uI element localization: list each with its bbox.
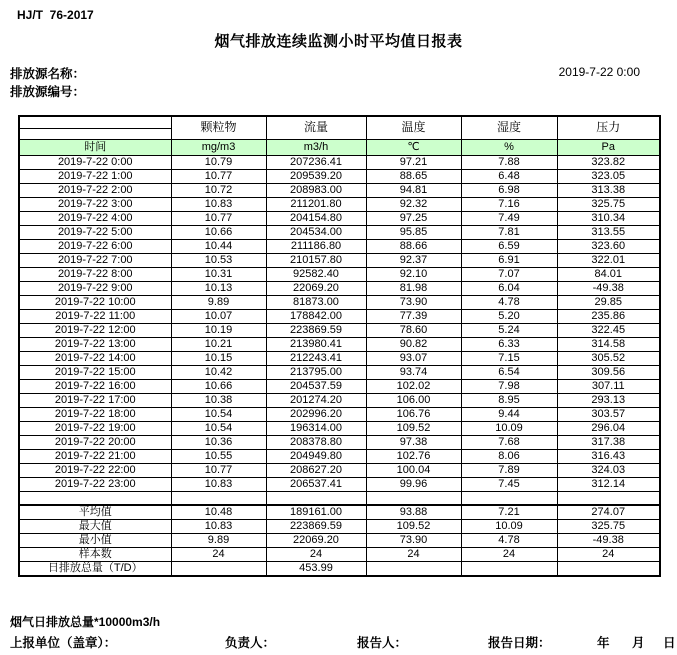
page-title: 烟气排放连续监测小时平均值日报表	[214, 33, 463, 50]
row-label-cell: 样本数	[19, 548, 171, 562]
value-cell: 293.13	[557, 393, 660, 407]
value-cell: 8.95	[461, 393, 557, 407]
table-row	[19, 323, 660, 337]
value-cell: 178842.00	[266, 309, 366, 323]
units-row	[19, 139, 660, 155]
value-cell: 325.75	[557, 520, 660, 534]
table-row	[19, 295, 660, 309]
row-label-cell: 2019-7-22 19:00	[19, 421, 171, 435]
value-cell: 211186.80	[266, 239, 366, 253]
value-cell: 296.04	[557, 421, 660, 435]
value-cell: 201274.20	[266, 393, 366, 407]
value-cell: 92.37	[366, 253, 461, 267]
value-cell: 213795.00	[266, 365, 366, 379]
header-rows	[19, 116, 660, 155]
value-cell: 313.55	[557, 225, 660, 239]
responsible-person-label: 负责人：	[225, 636, 276, 650]
time-header-upper-cell	[19, 116, 171, 128]
report-date-label: 报告日期：	[488, 636, 551, 650]
table-row	[19, 309, 660, 323]
value-cell: 4.78	[461, 295, 557, 309]
value-cell: 10.77	[171, 169, 266, 183]
spacer-cell	[461, 491, 557, 505]
value-cell: 235.86	[557, 309, 660, 323]
row-label-cell: 2019-7-22 7:00	[19, 253, 171, 267]
row-label-cell: 2019-7-22 15:00	[19, 365, 171, 379]
value-cell: 10.55	[171, 449, 266, 463]
value-cell: 10.31	[171, 267, 266, 281]
value-cell: 303.57	[557, 407, 660, 421]
unit-humidity: %	[461, 139, 557, 155]
row-label-cell: 2019-7-22 18:00	[19, 407, 171, 421]
total-emission-note: 烟气日排放总量*10000m3/h	[10, 615, 161, 629]
value-cell: 309.56	[557, 365, 660, 379]
value-cell: 206537.41	[266, 477, 366, 491]
value-cell: 81.98	[366, 281, 461, 295]
value-cell: 314.58	[557, 337, 660, 351]
row-label-cell: 2019-7-22 14:00	[19, 351, 171, 365]
value-cell: 202996.20	[266, 407, 366, 421]
row-label-cell: 日排放总量（T/D）	[19, 562, 171, 577]
value-cell: 223869.59	[266, 323, 366, 337]
year-label: 年	[597, 636, 610, 650]
spacer-cell	[171, 491, 266, 505]
unit-particulate: mg/m3	[171, 139, 266, 155]
value-cell: 106.76	[366, 407, 461, 421]
value-cell: 73.90	[366, 295, 461, 309]
value-cell: 22069.20	[266, 281, 366, 295]
value-cell: 204154.80	[266, 211, 366, 225]
row-label-cell: 2019-7-22 22:00	[19, 463, 171, 477]
time-header-label: 时间	[19, 139, 171, 155]
col-header-flow: 流量	[266, 116, 366, 139]
value-cell: 6.54	[461, 365, 557, 379]
row-label-cell: 2019-7-22 16:00	[19, 379, 171, 393]
value-cell: 305.52	[557, 351, 660, 365]
data-rows	[19, 155, 660, 491]
value-cell: 204949.80	[266, 449, 366, 463]
table-row	[19, 281, 660, 295]
value-cell: 93.07	[366, 351, 461, 365]
row-label-cell: 2019-7-22 4:00	[19, 211, 171, 225]
value-cell: 196314.00	[266, 421, 366, 435]
unit-flow: m3/h	[266, 139, 366, 155]
report-datetime: 2019-7-22 0:00	[558, 65, 640, 79]
value-cell: 92.32	[366, 197, 461, 211]
spacer-cell	[266, 491, 366, 505]
value-cell: 22069.20	[266, 534, 366, 548]
value-cell: 10.77	[171, 211, 266, 225]
row-label-cell: 2019-7-22 5:00	[19, 225, 171, 239]
table-row	[19, 183, 660, 197]
spacer-cell	[557, 491, 660, 505]
row-label-cell: 2019-7-22 17:00	[19, 393, 171, 407]
value-cell: 10.77	[171, 463, 266, 477]
table-row	[19, 379, 660, 393]
value-cell: 73.90	[366, 534, 461, 548]
value-cell: 212243.41	[266, 351, 366, 365]
value-cell: 7.21	[461, 505, 557, 520]
row-label-cell: 2019-7-22 1:00	[19, 169, 171, 183]
value-cell: 9.89	[171, 295, 266, 309]
value-cell: 10.44	[171, 239, 266, 253]
unit-pressure: Pa	[557, 139, 660, 155]
value-cell: 316.43	[557, 449, 660, 463]
col-header-pressure: 压力	[557, 116, 660, 139]
value-cell: 6.33	[461, 337, 557, 351]
monitoring-table	[18, 115, 661, 577]
value-cell: 10.83	[171, 477, 266, 491]
value-cell: 7.68	[461, 435, 557, 449]
value-cell: 10.21	[171, 337, 266, 351]
table-row	[19, 463, 660, 477]
row-label-cell: 2019-7-22 2:00	[19, 183, 171, 197]
value-cell: 10.54	[171, 407, 266, 421]
row-label-cell: 2019-7-22 11:00	[19, 309, 171, 323]
row-label-cell: 最小值	[19, 534, 171, 548]
standard-code: HJ/T 76-2017	[17, 8, 94, 22]
value-cell: 323.05	[557, 169, 660, 183]
table-row	[19, 197, 660, 211]
value-cell: 7.45	[461, 477, 557, 491]
row-label-cell: 2019-7-22 20:00	[19, 435, 171, 449]
value-cell: 97.21	[366, 155, 461, 169]
table-row	[19, 337, 660, 351]
value-cell: 10.42	[171, 365, 266, 379]
value-cell: 312.14	[557, 477, 660, 491]
value-cell: 88.65	[366, 169, 461, 183]
table-row	[19, 435, 660, 449]
value-cell: 10.09	[461, 520, 557, 534]
reporter-label: 报告人：	[357, 636, 408, 650]
day-label: 日	[663, 636, 676, 650]
unit-temperature: ℃	[366, 139, 461, 155]
value-cell: 95.85	[366, 225, 461, 239]
value-cell: 322.01	[557, 253, 660, 267]
value-cell: 10.09	[461, 421, 557, 435]
value-cell: 81873.00	[266, 295, 366, 309]
row-label-cell: 平均值	[19, 505, 171, 520]
value-cell: 208983.00	[266, 183, 366, 197]
value-cell: 109.52	[366, 520, 461, 534]
signature-line	[0, 633, 677, 651]
value-cell: 102.02	[366, 379, 461, 393]
value-cell: 5.20	[461, 309, 557, 323]
value-cell: 78.60	[366, 323, 461, 337]
row-label-cell: 2019-7-22 23:00	[19, 477, 171, 491]
value-cell: 97.25	[366, 211, 461, 225]
value-cell: 208627.20	[266, 463, 366, 477]
value-cell: 213980.41	[266, 337, 366, 351]
summary-row	[19, 505, 660, 520]
value-cell: -49.38	[557, 281, 660, 295]
value-cell: 109.52	[366, 421, 461, 435]
value-cell: 10.13	[171, 281, 266, 295]
value-cell: 7.81	[461, 225, 557, 239]
time-header-lower-cell	[19, 128, 171, 139]
value-cell: 209539.20	[266, 169, 366, 183]
table-row	[19, 253, 660, 267]
col-header-temperature: 温度	[366, 116, 461, 139]
value-cell: 10.15	[171, 351, 266, 365]
value-cell: 93.74	[366, 365, 461, 379]
source-name-label: 排放源名称：	[10, 67, 86, 81]
month-label: 月	[632, 636, 645, 650]
value-cell: 92.10	[366, 267, 461, 281]
value-cell: 10.66	[171, 379, 266, 393]
value-cell: 5.24	[461, 323, 557, 337]
value-cell: 6.98	[461, 183, 557, 197]
value-cell: 317.38	[557, 435, 660, 449]
value-cell: 211201.80	[266, 197, 366, 211]
value-cell: 24	[266, 548, 366, 562]
summary-row	[19, 562, 660, 577]
value-cell: 9.44	[461, 407, 557, 421]
row-label-cell: 2019-7-22 3:00	[19, 197, 171, 211]
value-cell: 6.48	[461, 169, 557, 183]
value-cell: 10.48	[171, 505, 266, 520]
row-label-cell: 2019-7-22 8:00	[19, 267, 171, 281]
value-cell: 10.38	[171, 393, 266, 407]
value-cell	[557, 562, 660, 577]
value-cell: 10.19	[171, 323, 266, 337]
spacer-row	[19, 491, 660, 505]
value-cell: 307.11	[557, 379, 660, 393]
value-cell: 10.36	[171, 435, 266, 449]
value-cell: 94.81	[366, 183, 461, 197]
row-label-cell: 2019-7-22 13:00	[19, 337, 171, 351]
value-cell: 90.82	[366, 337, 461, 351]
value-cell: 10.83	[171, 520, 266, 534]
value-cell	[461, 562, 557, 577]
value-cell: 210157.80	[266, 253, 366, 267]
value-cell: 453.99	[266, 562, 366, 577]
value-cell: 7.89	[461, 463, 557, 477]
value-cell	[171, 562, 266, 577]
value-cell: 322.45	[557, 323, 660, 337]
value-cell: 207236.41	[266, 155, 366, 169]
value-cell: 24	[461, 548, 557, 562]
value-cell: 6.04	[461, 281, 557, 295]
col-header-particulate: 颗粒物	[171, 116, 266, 139]
value-cell: 313.38	[557, 183, 660, 197]
value-cell: 24	[366, 548, 461, 562]
value-cell: 10.83	[171, 197, 266, 211]
table-row	[19, 169, 660, 183]
row-label-cell: 2019-7-22 10:00	[19, 295, 171, 309]
value-cell: 7.88	[461, 155, 557, 169]
value-cell: 10.72	[171, 183, 266, 197]
row-label-cell: 最大值	[19, 520, 171, 534]
table-row	[19, 225, 660, 239]
row-label-cell: 2019-7-22 12:00	[19, 323, 171, 337]
table-row	[19, 239, 660, 253]
value-cell: 8.06	[461, 449, 557, 463]
value-cell: 106.00	[366, 393, 461, 407]
value-cell: 29.85	[557, 295, 660, 309]
source-id-label: 排放源编号：	[10, 85, 86, 99]
value-cell: 77.39	[366, 309, 461, 323]
summary-row	[19, 548, 660, 562]
value-cell: -49.38	[557, 534, 660, 548]
row-label-cell: 2019-7-22 9:00	[19, 281, 171, 295]
value-cell: 208378.80	[266, 435, 366, 449]
spacer-cell	[366, 491, 461, 505]
header-row-top	[19, 116, 660, 128]
value-cell: 93.88	[366, 505, 461, 520]
value-cell: 274.07	[557, 505, 660, 520]
value-cell: 102.76	[366, 449, 461, 463]
value-cell: 10.07	[171, 309, 266, 323]
table-row	[19, 477, 660, 491]
row-label-cell: 2019-7-22 6:00	[19, 239, 171, 253]
value-cell: 6.91	[461, 253, 557, 267]
value-cell: 24	[171, 548, 266, 562]
value-cell: 6.59	[461, 239, 557, 253]
value-cell: 4.78	[461, 534, 557, 548]
table-row	[19, 365, 660, 379]
value-cell: 189161.00	[266, 505, 366, 520]
value-cell: 84.01	[557, 267, 660, 281]
value-cell: 9.89	[171, 534, 266, 548]
value-cell: 204534.00	[266, 225, 366, 239]
table-row	[19, 393, 660, 407]
table-row	[19, 449, 660, 463]
col-header-humidity: 湿度	[461, 116, 557, 139]
row-label-cell: 2019-7-22 0:00	[19, 155, 171, 169]
value-cell: 10.79	[171, 155, 266, 169]
value-cell: 92582.40	[266, 267, 366, 281]
value-cell: 100.04	[366, 463, 461, 477]
table-row	[19, 267, 660, 281]
report-unit-label: 上报单位（盖章）：	[10, 636, 117, 650]
value-cell: 10.66	[171, 225, 266, 239]
value-cell: 24	[557, 548, 660, 562]
value-cell: 310.34	[557, 211, 660, 225]
value-cell: 99.96	[366, 477, 461, 491]
table-row	[19, 211, 660, 225]
value-cell: 323.82	[557, 155, 660, 169]
value-cell: 325.75	[557, 197, 660, 211]
summary-row	[19, 534, 660, 548]
value-cell: 7.07	[461, 267, 557, 281]
value-cell: 7.49	[461, 211, 557, 225]
value-cell: 97.38	[366, 435, 461, 449]
spacer-cell	[19, 491, 171, 505]
value-cell: 10.54	[171, 421, 266, 435]
value-cell: 204537.59	[266, 379, 366, 393]
row-label-cell: 2019-7-22 21:00	[19, 449, 171, 463]
value-cell: 7.16	[461, 197, 557, 211]
value-cell: 7.98	[461, 379, 557, 393]
value-cell: 324.03	[557, 463, 660, 477]
value-cell: 88.66	[366, 239, 461, 253]
value-cell: 10.53	[171, 253, 266, 267]
summary-rows	[19, 491, 660, 576]
value-cell: 323.60	[557, 239, 660, 253]
table-row	[19, 155, 660, 169]
summary-row	[19, 520, 660, 534]
value-cell	[366, 562, 461, 577]
value-cell: 223869.59	[266, 520, 366, 534]
table-row	[19, 407, 660, 421]
table-row	[19, 351, 660, 365]
table-row	[19, 421, 660, 435]
value-cell: 7.15	[461, 351, 557, 365]
